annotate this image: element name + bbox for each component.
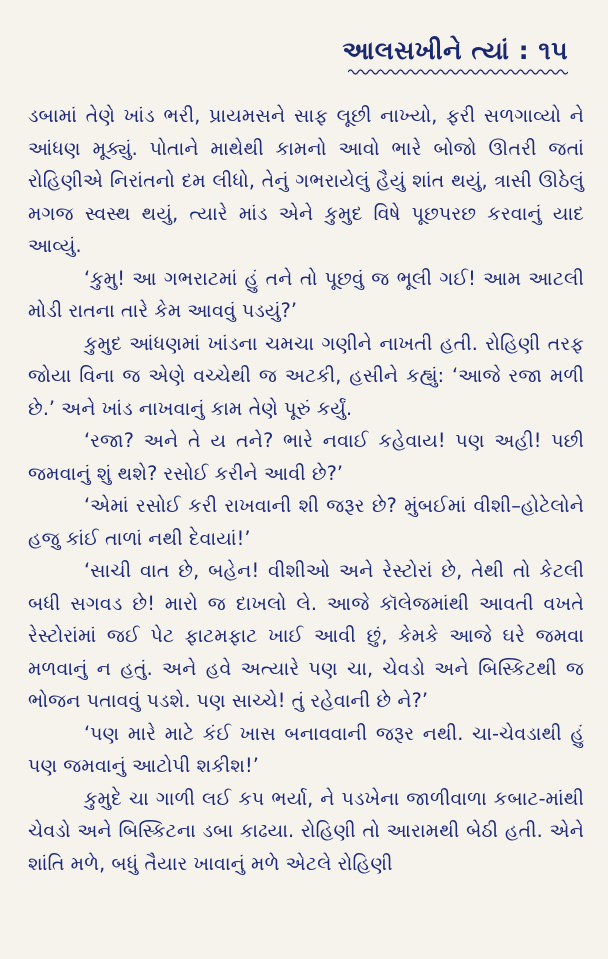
paragraph: ‘સાચી વાત છે, બહેન! વીશીઓ અને રેસ્ટોરાં છે, તેથી તો કેટલી બધી સગવડ છે! મારો જ દાખલો લે. આજે કૉલેજમાંથી આવતી વખતે રેસ્ટોરાંમાં જઈ પેટ ફાટમફાટ ખાઈ આવી છું, કેમકે આજે ઘરે જમવા મળવાનું ન હતું. અને હવે અત્યારે પણ ચા, ચેવડો અને બિસ્કિટથી જ ભોજન પતાવવું પડશે. પણ સાચ્ચે! તું રહેવાની છે ને?’ (28, 559, 584, 712)
paragraph: ‘કુમુ! આ ગભરાટમાં હું તને તો પૂછવું જ ભૂલી ગઈ! આમ આટલી મોડી રાતના તારે કેમ આવવું પડયું?’ (28, 266, 584, 322)
paragraph: ‘એમાં રસોઈ કરી રાખવાની શી જરૂર છે? મુંબઈમાં વીશી–હોટેલોને હજુ કાંઈ તાળાં નથી દેવાયાં!’ (28, 494, 584, 550)
paragraph: ‘પણ મારે માટે કંઈ ખાસ બનાવવાની જરૂર નથી. ચા-ચેવડાથી હું પણ જમવાનું આટોપી શકીશ!’ (28, 721, 584, 777)
running-header-title: આલસખીને ત્યાં : ૧૫ (342, 36, 568, 65)
body-text (28, 100, 584, 880)
paragraph: કુમુદ આંધણમાં ખાંડના ચમચા ગણીને નાખતી હતી. રોહિણી તરફ જોયા વિના જ એણે વચ્ચેથી જ અટકી, હસીને કહ્યું: ‘આજે રજા મળી છે.’ અને ખાંડ નાખવાનું કામ તેણે પૂરું કર્યું. (28, 331, 584, 420)
running-header (342, 36, 568, 76)
paragraph: ‘રજા? અને તે ય તને? ભારે નવાઈ કહેવાય! પણ અહી! પછી જમવાનું શું થશે? રસોઈ કરીને આવી છે?’ (28, 429, 584, 485)
paragraph: કુમુદે ચા ગાળી લઈ કપ ભર્યા, ને પડખેના જાળીવાળા કબાટ-માંથી ચેવડો અને બિસ્કિટના ડબા કાઢયા. રોહિણી તો આરામથી બેઠી હતી. એને શાંતિ મળે, બધું તૈયાર ખાવાનું મળે એટલે રોહિણી (28, 786, 584, 875)
wavy-rule-ornament (348, 68, 568, 76)
paragraph: ડબામાં તેણે ખાંડ ભરી, પ્રાયમસને સાફ લૂછી નાખ્યો, ફરી સળગાવ્યો ને આંધણ મૂક્યું. પોતાને માથેથી કામનો આવો ભારે બોજો ઊતરી જતાં રોહિણીએ નિરાંતનો દમ લીધો, તેનું ગભરાયેલું હૈયું શાંત થયું, ત્રાસી ઊઠેલું મગજ સ્વસ્થ થયું, ત્યારે માંડ એને કુમુદ વિષે પૂછપરછ કરવાનું યાદ આવ્યું. (28, 104, 584, 257)
